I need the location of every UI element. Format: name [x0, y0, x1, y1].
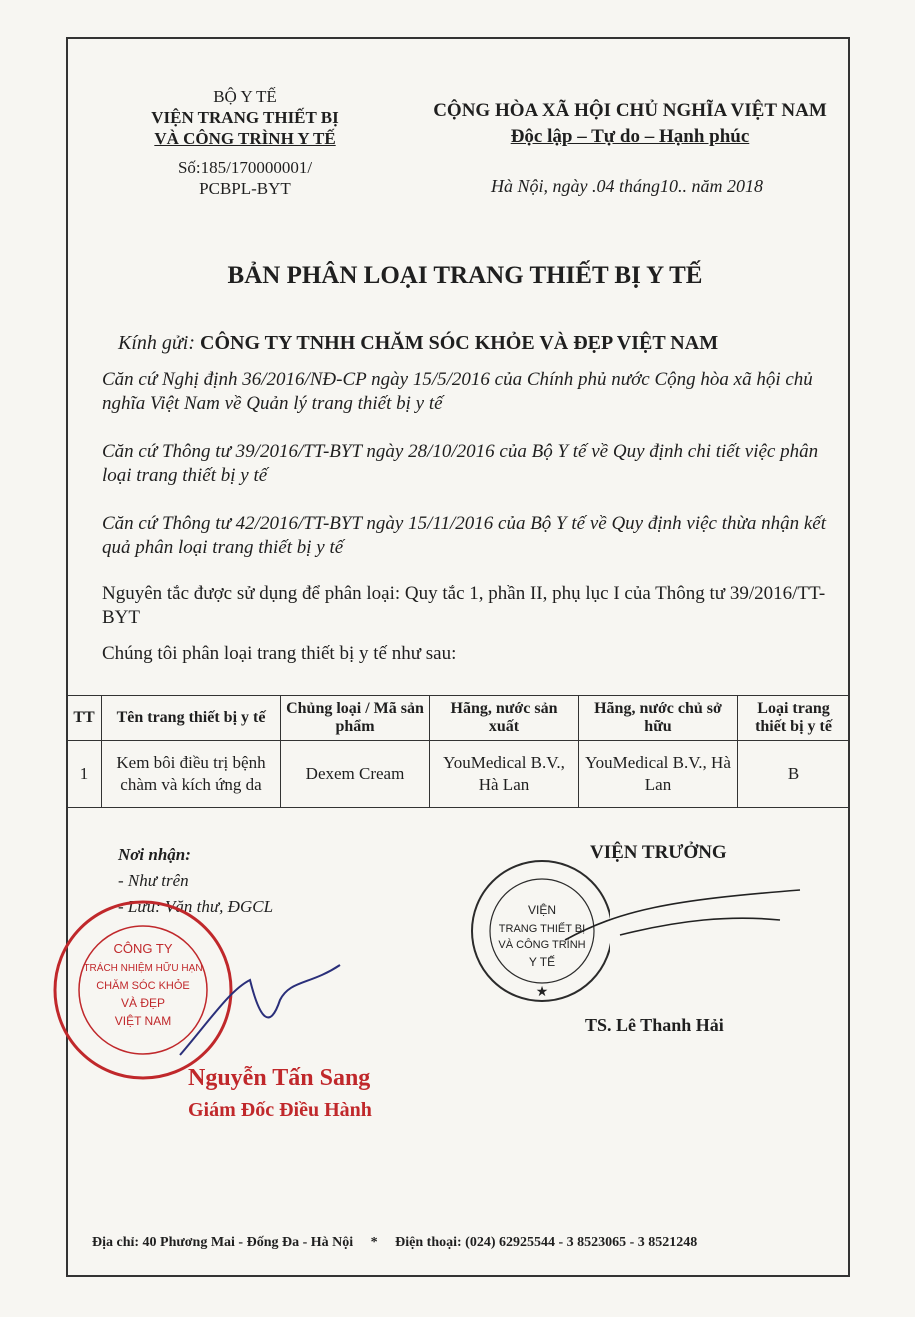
country-name: CỘNG HÒA XÃ HỘI CHỦ NGHĨA VIỆT NAM	[433, 100, 827, 121]
col-header-manufacturer: Hãng, nước sản xuất	[430, 696, 579, 741]
signature-right	[560, 880, 810, 960]
stamp-left-line3: CHĂM SÓC KHỎE	[96, 980, 190, 992]
issue-date: Hà Nội, ngày .04 tháng10.. năm 2018	[491, 176, 763, 196]
signer-name: TS. Lê Thanh Hải	[585, 1015, 724, 1035]
basis-paragraph-3: Căn cứ Thông tư 42/2016/TT-BYT ngày 15/11/2016 của Bộ Y tế về Quy định việc thừa nhận kết quả phân loại trang thiết bị y tế	[102, 513, 826, 558]
signature-left	[170, 960, 350, 1070]
classification-intro: Chúng tôi phân loại trang thiết bị y tế như sau:	[102, 643, 457, 664]
seal-right-line3: VÀ CÔNG TRÌNH	[498, 939, 586, 951]
footer-phone: Điện thoại: (024) 62925544 - 3 8523065 - 3 8521248	[395, 1235, 698, 1250]
classification-principle: Nguyên tắc được sử dụng để phân loại: Quy tắc 1, phần II, phụ lục I của Thông tư 39/2016/TT-BYT	[102, 583, 826, 628]
cell-owner: YouMedical B.V., Hà Lan	[579, 741, 738, 808]
table-header-row	[67, 696, 850, 741]
footer-separator: *	[370, 1235, 378, 1250]
recipient-prefix: Kính gửi:	[118, 332, 196, 354]
col-header-class: Loại trang thiết bị y tế	[738, 696, 850, 741]
recipient-name: CÔNG TY TNHH CHĂM SÓC KHỎE VÀ ĐẸP VIỆT NAM	[200, 332, 719, 354]
classification-table	[66, 695, 850, 808]
institute-name-line1: VIỆN TRANG THIẾT BỊ	[151, 108, 339, 127]
seal-right-line1: VIỆN	[527, 903, 557, 917]
recipients-item-2: - Lưu: Văn thư, ĐGCL	[118, 897, 274, 916]
signer-role: VIỆN TRƯỞNG	[590, 842, 727, 863]
stamp-left-line2: TRÁCH NHIỆM HỮU HẠN	[83, 963, 203, 974]
recipients-item-1: - Như trên	[118, 871, 189, 890]
cell-model: Dexem Cream	[281, 741, 430, 808]
seal-right-line2: TRANG THIẾT BỊ	[498, 923, 586, 935]
recipient-line	[118, 332, 838, 355]
col-header-model: Chủng loại / Mã sản phẩm	[281, 696, 430, 741]
motto: Độc lập – Tự do – Hạnh phúc	[510, 126, 750, 147]
company-signer-title: Giám Đốc Điều Hành	[188, 1099, 372, 1121]
document-title: BẢN PHÂN LOẠI TRANG THIẾT BỊ Y TẾ	[227, 262, 703, 289]
footer-address: Địa chỉ: 40 Phương Mai - Đống Đa - Hà Nội	[92, 1235, 354, 1250]
col-header-owner: Hãng, nước chủ sở hữu	[579, 696, 738, 741]
basis-paragraph-2: Căn cứ Thông tư 39/2016/TT-BYT ngày 28/10/2016 của Bộ Y tế về Quy định chi tiết việc phân loại trang thiết bị y tế	[102, 441, 819, 486]
stamp-left-line1: CÔNG TY	[113, 941, 173, 956]
doc-number-line1: Số:185/170000001/	[177, 158, 313, 177]
basis-paragraph-1: Căn cứ Nghị định 36/2016/NĐ-CP ngày 15/5/2016 của Chính phủ nước Cộng hòa xã hội chủ nghĩa Việt Nam về Quản lý trang thiết bị y tế	[102, 369, 813, 414]
recipients-label: Nơi nhận:	[118, 845, 191, 864]
ministry-name: BỘ Y TẾ	[213, 87, 277, 106]
national-header	[410, 98, 850, 150]
seal-right-line4: Y TẾ	[528, 955, 556, 969]
doc-number-line2: PCBPL-BYT	[199, 179, 291, 198]
cell-device-name: Kem bôi điều trị bệnh chàm và kích ứng da	[102, 741, 281, 808]
company-signer-name: Nguyễn Tấn Sang	[188, 1065, 371, 1091]
cell-tt: 1	[67, 741, 102, 808]
cell-manufacturer: YouMedical B.V., Hà Lan	[430, 741, 579, 808]
cell-class: B	[738, 741, 850, 808]
company-signer	[188, 1062, 372, 1126]
institute-name-line2: VÀ CÔNG TRÌNH Y TẾ	[154, 129, 336, 148]
col-header-tt: TT	[67, 696, 102, 741]
footer	[92, 1235, 832, 1251]
col-header-device-name: Tên trang thiết bị y tế	[102, 696, 281, 741]
stamp-left-line5: VIỆT NAM	[114, 1014, 172, 1028]
stamp-left-line4: VÀ ĐẸP	[120, 996, 166, 1010]
issuer-block	[110, 86, 380, 199]
table-row	[67, 741, 850, 808]
svg-text:★: ★	[535, 983, 549, 999]
